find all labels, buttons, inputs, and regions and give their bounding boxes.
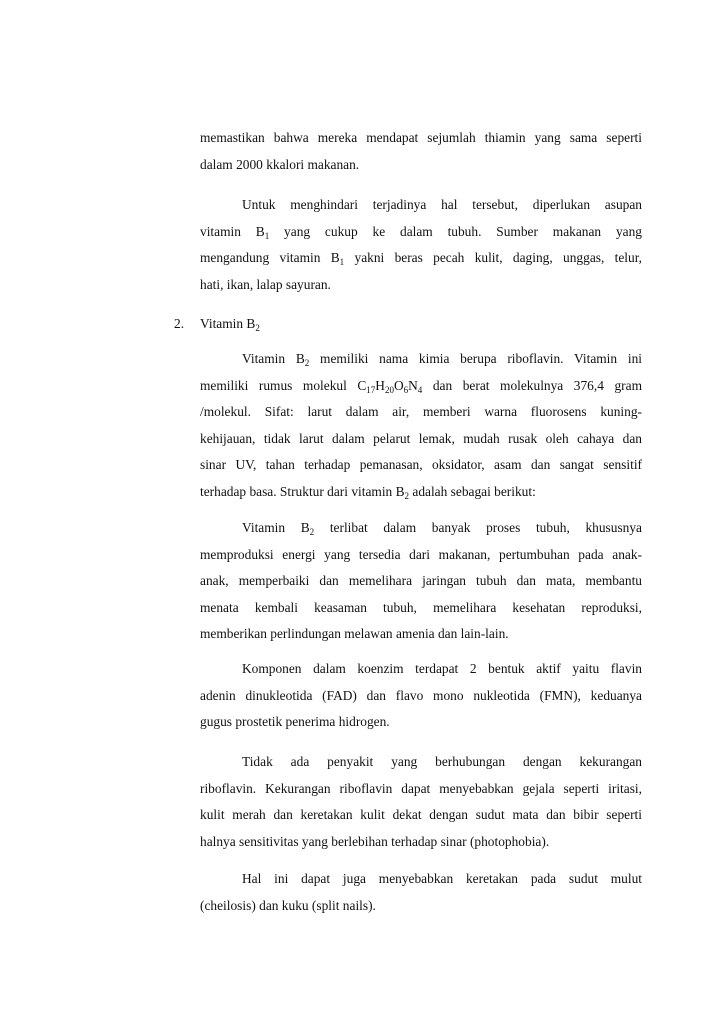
- text-run: N: [408, 377, 418, 393]
- paragraph-vitamin-b2-functions: [200, 515, 642, 648]
- subscript: 6: [403, 384, 409, 395]
- text-line: kulit merah dan keretakan kulit dekat dengan sudut mata dan bibir seperti: [200, 807, 642, 822]
- text-line: anak, memperbaiki dan memelihara jaringan tubuh dan mata, membantu: [200, 573, 642, 588]
- text-line: sinar UV, tahan terhadap pemanasan, oksidator, asam dan sangat sensitif: [200, 457, 642, 472]
- text-run: yang cukup ke dalam tubuh. Sumber makanan yang: [269, 223, 642, 239]
- text-line: memproduksi energi yang tersedia dari makanan, pertumbuhan pada anak-: [200, 546, 642, 562]
- subscript: 20: [384, 384, 394, 395]
- text-run: Vitamin B: [242, 520, 310, 535]
- paragraph-coenzyme-forms: [200, 656, 642, 736]
- text-run: terlibat dalam banyak proses tubuh, khususnya: [314, 520, 642, 535]
- text-line: memberikan perlindungan melawan amenia dan lain-lain.: [200, 626, 509, 641]
- text-line: /molekul. Sifat: larut dalam air, memberi warna fluorosens kuning-: [200, 404, 642, 419]
- subscript: 4: [417, 384, 423, 395]
- text-line: halnya sensitivitas yang berlebihan terhadap sinar (photophobia).: [200, 833, 550, 849]
- text-line: [200, 219, 642, 246]
- text-line: riboflavin. Kekurangan riboflavin dapat menyebabkan gejala seperti iritasi,: [200, 780, 642, 796]
- text-line: menata kembali keasaman tubuh, memelihara kesehatan reproduksi,: [200, 599, 642, 615]
- text-line: Tidak ada penyakit yang berhubungan dengan kekurangan: [242, 754, 642, 769]
- text-run: memiliki rumus molekul C: [200, 377, 367, 393]
- heading-text: Vitamin B: [200, 316, 256, 331]
- text-line: gugus prostetik penerima hidrogen.: [200, 714, 390, 729]
- paragraph-riboflavin-deficiency: [200, 749, 642, 855]
- text-run: vitamin B: [200, 223, 265, 239]
- text-line: (cheilosis) dan kuku (split nails).: [200, 897, 376, 913]
- text-run: memiliki nama kimia berupa riboflavin. Vitamin ini: [309, 351, 642, 366]
- paragraph-cheilosis: [200, 866, 642, 919]
- paragraph-vitamin-b1-sources: [200, 192, 642, 298]
- section-heading-vitamin-b2: [174, 311, 260, 338]
- subscript: 2: [309, 527, 315, 537]
- paragraph-thiamin-continuation: [200, 125, 642, 178]
- text-line: hati, ikan, lalap sayuran.: [200, 276, 331, 292]
- subscript: 2: [404, 490, 410, 501]
- text-run: yakni beras pecah kulit, daging, unggas, telur,: [344, 250, 642, 265]
- text-line: Hal ini dapat juga menyebabkan keretakan pada sudut mulut: [242, 871, 642, 886]
- text-line: Untuk menghindari terjadinya hal tersebut, diperlukan asupan: [242, 197, 642, 212]
- text-run: dan berat molekulnya 376,4 gram: [422, 377, 642, 393]
- text-line: adenin dinukleotida (FAD) dan flavo mono nukleotida (FMN), keduanya: [200, 687, 642, 703]
- text-line: [200, 373, 642, 400]
- text-line: [200, 245, 642, 272]
- text-run: O: [393, 377, 404, 393]
- text-line: [200, 346, 642, 373]
- text-line: kehijauan, tidak larut dalam pelarut lemak, mudah rusak oleh cahaya dan: [200, 430, 642, 446]
- text-line: dalam 2000 kkalori makanan.: [200, 156, 360, 172]
- subscript: 1: [339, 257, 345, 267]
- subscript: 17: [366, 384, 376, 395]
- text-run: H: [375, 377, 385, 393]
- text-run: mengandung vitamin B: [200, 250, 340, 265]
- text-run: terhadap basa. Struktur dari vitamin B: [200, 483, 405, 499]
- subscript: 1: [264, 230, 270, 241]
- text-run: Vitamin B: [242, 351, 305, 366]
- text-line: Komponen dalam koenzim terdapat 2 bentuk aktif yaitu flavin: [242, 661, 642, 676]
- paragraph-vitamin-b2-properties: [200, 346, 642, 505]
- subscript: 2: [304, 358, 310, 368]
- text-line: [200, 479, 642, 506]
- subscript: 2: [255, 323, 260, 333]
- text-run: adalah sebagai berikut:: [409, 483, 536, 499]
- list-number: 2.: [174, 316, 185, 331]
- text-line: memastikan bahwa mereka mendapat sejumlah thiamin yang sama seperti: [200, 130, 642, 145]
- text-line: [200, 515, 642, 542]
